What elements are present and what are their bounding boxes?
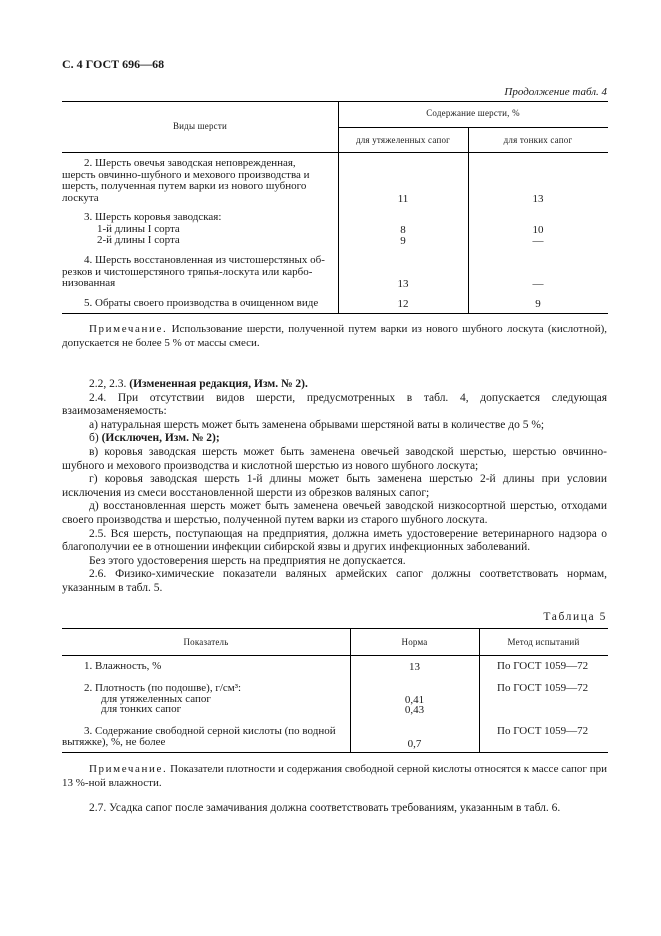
item-d: д) восстановленная шерсть может быть заменена овечьей заводской низкосортной шерстью, отходами своего производства и шерстью, полученной путем варки из старого шубного лоскута.	[62, 500, 607, 526]
table4-row2-thin: 13	[532, 193, 544, 205]
table4-row2-line2: шерсть овчинно-шубного и мехового производства и	[62, 168, 310, 181]
table4-col2-header: для утяжеленных сапог	[355, 135, 451, 145]
item-b	[62, 432, 607, 446]
table4-row2-heavy: 11	[397, 193, 409, 205]
page-header: С. 4 ГОСТ 696—68	[62, 57, 165, 71]
table5-row2-norm1: 0,41	[404, 694, 425, 706]
table4-group-header: Содержание шерсти, %	[426, 108, 520, 118]
table4-row-2	[62, 158, 332, 204]
table4-row5-line1: 5. Обраты своего производства в очищенном виде	[84, 297, 319, 309]
table5-row3-norm: 0,7	[407, 738, 422, 750]
table5-note-text: Показатели плотности и содержания свободной серной кислоты относятся к массе сапог при 13 %-ной влажности.	[62, 763, 608, 789]
section-2-2-prefix: 2.2, 2.3.	[89, 378, 127, 390]
table4-row3-heavy2: 9	[400, 235, 406, 247]
table4-row3-heavy1: 8	[400, 224, 406, 236]
table4-note-label: Примечание.	[89, 323, 168, 335]
table5-caption: Таблица 5	[543, 611, 607, 623]
table5-bottom-border	[62, 752, 608, 753]
table5-col3-header: Метод испытаний	[507, 637, 580, 647]
table4-row2-line3: шерсть, полученная путем варки из нового шубного	[62, 180, 307, 192]
table4-row5-heavy: 12	[397, 298, 409, 310]
table5-header-bottom	[62, 655, 608, 656]
table4-col1-header: Виды шерсти	[172, 121, 228, 131]
section-2-2-bold: (Измененная редакция, Изм. № 2).	[129, 378, 308, 390]
table5-row2-method: По ГОСТ 1059—72	[497, 682, 589, 694]
item-b-prefix: б)	[89, 432, 99, 445]
table-continuation-label: Продолжение табл. 4	[504, 86, 607, 98]
section-2-4: 2.4. При отсутствии видов шерсти, предусмотренных в табл. 4, допускается следующая взаимозаменяемость:	[62, 391, 607, 418]
table4-row3-line2: 1-й длины I сорта	[97, 222, 180, 235]
table4-note	[62, 323, 607, 350]
table5-row1-method: По ГОСТ 1059—72	[497, 660, 589, 672]
table4-bottom-border	[62, 313, 608, 314]
section-2-5-note: Без этого удостоверения шерсть на предприятия не допускается.	[89, 554, 406, 567]
table5-row1-norm: 13	[409, 661, 420, 673]
table4-row3-line1: 3. Шерсть коровья заводская:	[84, 211, 222, 223]
table5-row3-line2: вытяжке), %, не более	[62, 736, 166, 748]
table4-row4-heavy: 13	[397, 278, 409, 290]
table4-row4-line2: резков и чистошерстяного тряпья-лоскута или карбо-	[62, 265, 313, 278]
body-text	[62, 378, 607, 596]
table4-row2-line4: лоскута	[62, 191, 99, 204]
table4-subheader-divider	[338, 127, 608, 128]
table4-row2-line1: 2. Шерсть овечья заводская неповрежденная,	[84, 157, 296, 169]
item-b-bold: (Исключен, Изм. № 2);	[101, 432, 220, 445]
item-v: в) коровья заводская шерсть может быть заменена овечьей заводской шерстью, шерстью овчинно-шубного и мехового производства и кислотной шерстью из нового шубного лоскута;	[62, 445, 607, 472]
table4-row-4	[62, 255, 332, 290]
table4-row3-thin2: —	[532, 235, 544, 247]
table4-row3-line3: 2-й длины I сорта	[97, 234, 180, 246]
table5-row1-label: 1. Влажность, %	[84, 660, 162, 672]
table4-row5-thin: 9	[535, 298, 541, 310]
table4-row4-line3: низованная	[62, 277, 116, 289]
section-2-5: 2.5. Вся шерсть, поступающая на предприятия, должна иметь удостоверение ветеринарного надзора о благополучии ее в отношении инфекции сибирской язвы и других инфекционных заболеваний.	[62, 527, 607, 554]
table5-row2-norm2: 0,43	[404, 704, 425, 716]
section-2-7	[62, 802, 607, 816]
table5-col2-header: Норма	[401, 637, 428, 647]
item-g: г) коровья заводская шерсть 1-й длины может быть заменена шерстью 2-й длины при условии исключения из смеси восстановленной шерсти из обрезков валяных сапог;	[62, 473, 607, 499]
table4-row3-thin1: 10	[532, 224, 544, 236]
item-a: а) натуральная шерсть может быть заменена обрывами шерстяной ваты в количестве до 5 %;	[89, 418, 545, 431]
section-2-6: 2.6. Физико-химические показатели валяных армейских сапог должны соответствовать нормам, указанным в табл. 5.	[62, 568, 607, 594]
table4-top-border	[62, 101, 608, 102]
table5-col1-header: Показатель	[183, 637, 229, 647]
section-2-2	[62, 378, 607, 392]
table4-row4-thin: —	[532, 278, 544, 290]
table5-row2-label: 2. Плотность (по подошве), г/см³:	[84, 682, 242, 694]
table5-row3-method: По ГОСТ 1059—72	[497, 725, 589, 737]
table5-row2-sub2: для тонких сапог	[101, 703, 182, 715]
table5-top-border	[62, 628, 608, 629]
table4-col3-header: для тонких сапог	[503, 135, 573, 145]
table4-row-3	[62, 212, 332, 247]
table4-note-text: Использование шерсти, полученной путем варки из нового шубного лоскута (кислотной), допускается не более 5 % от массы смеси.	[62, 323, 608, 349]
section-2-7-text: 2.7. Усадка сапог после замачивания должна соответствовать требованиям, указанным в табл. 6.	[89, 802, 561, 814]
table5-row2-sub1: для утяжеленных сапог	[101, 693, 211, 705]
table5-note	[62, 763, 607, 790]
table4-row4-line1: 4. Шерсть восстановленная из чистошерстяных об-	[84, 254, 325, 266]
table5-note-label: Примечание.	[89, 763, 168, 775]
table5-row3-line1: 3. Содержание свободной серной кислоты (по водной	[84, 725, 336, 737]
table4-header-bottom	[62, 152, 608, 153]
